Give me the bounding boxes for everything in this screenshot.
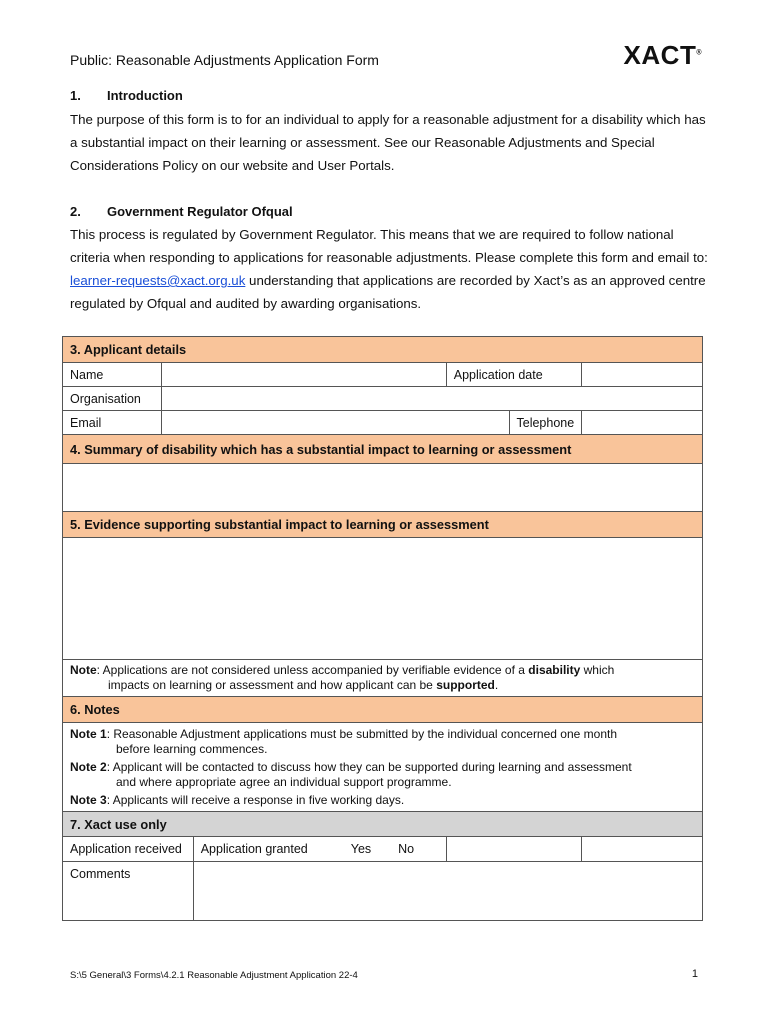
section-2-number: 2. [70,204,81,219]
section-2-body-end: understanding that applications are recorded by Xact’s as an approved centre regulated by Ofqual and audited by awarding organisations. [70,273,706,311]
evidence-note-bold-disability: disability [528,663,581,677]
xact-logo [624,40,702,71]
section-1-body: The purpose of this form is to for an individual to apply for a reasonable adjustment for a disability which has a substantial impact on their learning or assessment. See our Reasonable Adjustments and Special Considerations Policy on our website and User Portals. [70,112,706,173]
evidence-heading: 5. Evidence supporting substantial impact to learning or assessment [63,512,703,538]
application-date-label: Application date [446,363,581,387]
note-1-text-cont: before learning commences. [116,741,268,756]
yes-option[interactable]: Yes [350,842,372,856]
note-3-label: Note 3 [70,792,107,807]
comments-input[interactable] [193,862,702,921]
no-option[interactable]: No [398,842,415,856]
page-number: 1 [691,968,698,980]
page-title: Public: Reasonable Adjustments Application Form [70,52,379,68]
evidence-note-text: . [494,678,499,692]
evidence-note-bold-supported: supported [436,678,495,692]
comments-label: Comments [63,862,194,921]
section-2-body [70,223,710,315]
telephone-input[interactable] [582,411,703,435]
xact-use-heading: 7. Xact use only [63,812,703,837]
application-granted-cell [193,837,446,862]
note-item [70,727,695,757]
section-1-title: Introduction [107,88,183,103]
application-received-label: Application received [63,837,194,862]
telephone-label: Telephone [509,411,582,435]
evidence-input[interactable] [63,538,703,660]
note-1-text: : Reasonable Adjustment applications must be submitted by the individual concerned one month [106,726,617,741]
note-2-text-cont: and where appropriate agree an individual support programme. [116,774,452,789]
logo-text: XACT [623,40,697,70]
evidence-note-text: which [580,663,615,677]
name-input[interactable] [161,363,446,387]
email-link[interactable]: learner-requests@xact.org.uk [70,273,246,288]
application-granted-label: Application granted [200,842,308,856]
section-2-title: Government Regulator Ofqual [107,204,293,219]
applicant-details-heading: 3. Applicant details [63,337,703,363]
evidence-note-text: : Applications are not considered unless accompanied by verifiable evidence of a [96,663,529,677]
note-2-text: : Applicant will be contacted to discuss how they can be supported during learning and assessment [106,759,632,774]
organisation-label: Organisation [63,387,162,411]
logo-registered-mark: ® [696,49,702,57]
footer-path: S:\5 General\3 Forms\4.2.1 Reasonable Adjustment Application 22-4 [70,970,358,981]
organisation-input[interactable] [161,387,702,411]
application-form-table [62,336,703,921]
summary-input[interactable] [63,464,703,512]
section-1-number: 1. [70,88,81,103]
section-1-heading [70,88,183,103]
email-label: Email [63,411,162,435]
name-label: Name [63,363,162,387]
email-input[interactable] [161,411,509,435]
evidence-note-text: impacts on learning or assessment and how applicant can be [108,678,437,692]
notes-heading: 6. Notes [63,697,703,723]
note-item [70,760,695,790]
note-2-label: Note 2 [70,759,107,774]
summary-heading: 4. Summary of disability which has a substantial impact to learning or assessment [63,435,703,464]
note-item [70,793,695,808]
section-2-heading [70,204,293,219]
granted-input[interactable] [582,837,703,862]
notes-list [63,723,703,812]
application-date-input[interactable] [582,363,703,387]
note-1-label: Note 1 [70,726,107,741]
section-2-body-start: This process is regulated by Government Regulator. This means that we are required to follow national criteria when responding to applications for reasonable adjustments. Please complete this form and email to: [70,227,708,265]
evidence-note-label: Note [70,663,97,677]
evidence-note [63,660,703,697]
note-3-text: : Applicants will receive a response in five working days. [106,792,405,807]
received-date-input[interactable] [446,837,581,862]
